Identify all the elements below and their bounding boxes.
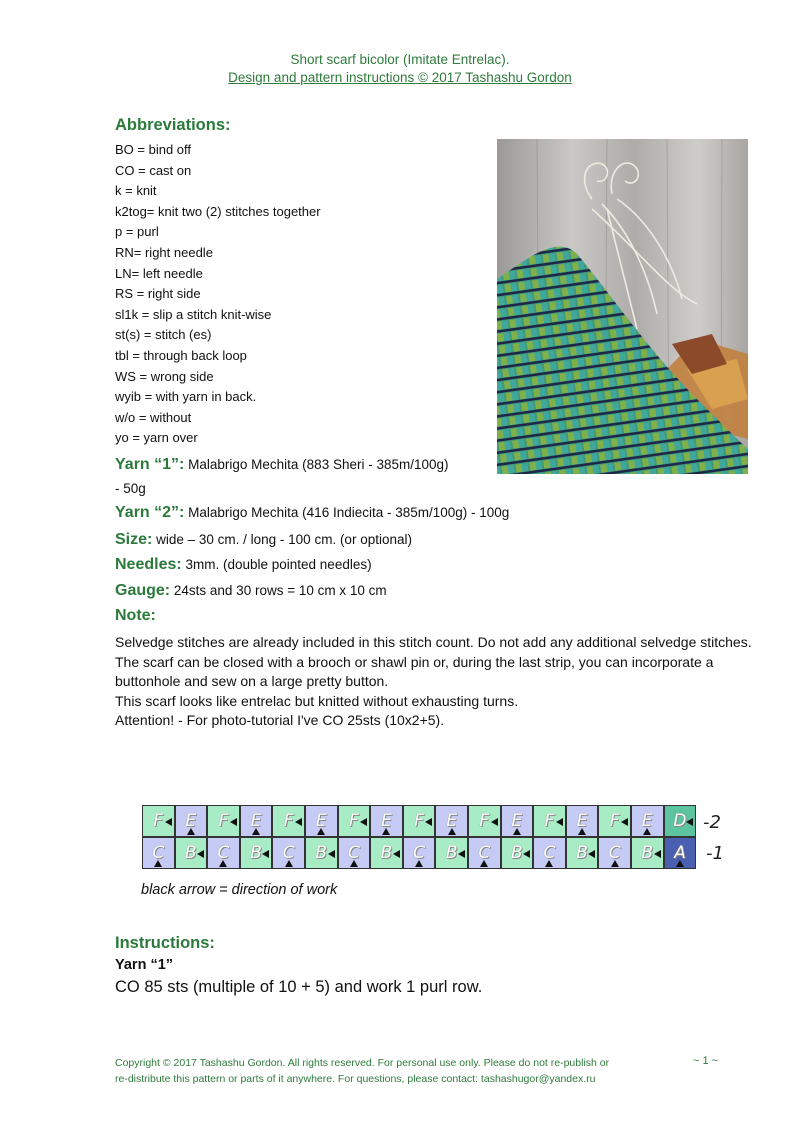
chart-cell xyxy=(338,805,371,837)
chart-cell xyxy=(142,837,175,869)
chart-cell-letter: C xyxy=(347,843,360,863)
chart-cell xyxy=(142,805,175,837)
abbreviation-item: p = purl xyxy=(115,224,159,240)
arrow-up-icon xyxy=(187,828,195,835)
instructions-heading: Instructions: xyxy=(115,934,215,952)
note-heading: Note: xyxy=(115,607,156,624)
needles-spec xyxy=(115,556,372,574)
chart-cell-letter: F xyxy=(544,811,555,831)
chart-cell-letter: B xyxy=(380,843,393,863)
chart-cell-letter: E xyxy=(315,811,327,831)
chart-cell-letter: C xyxy=(282,843,295,863)
chart-cell-letter: E xyxy=(641,811,653,831)
footer-copyright xyxy=(115,1055,655,1087)
document-title: Short scarf bicolor (Imitate Entrelac). xyxy=(290,52,510,67)
arrow-left-icon xyxy=(197,850,204,858)
chart-cell-letter: F xyxy=(414,811,424,831)
arrow-up-icon xyxy=(513,828,521,835)
note-paragraph: The scarf can be closed with a brooch or shawl pin or, during the last strip, you can incorporate a buttonhole and sew on a large pretty button. xyxy=(115,653,714,690)
chart-cell xyxy=(501,837,534,869)
chart-cell-letter: C xyxy=(608,843,621,863)
arrow-left-icon xyxy=(328,850,335,858)
abbreviation-item: w/o = without xyxy=(115,409,192,425)
chart-cell-letter: F xyxy=(218,811,229,831)
row-label: -1 xyxy=(706,843,724,864)
chart-cell xyxy=(403,805,436,837)
chart-cell-letter: C xyxy=(152,843,165,863)
chart-cell-letter: B xyxy=(185,843,197,863)
document-subtitle: Design and pattern instructions © 2017 Tashashu Gordon xyxy=(228,70,572,85)
chart-cell xyxy=(631,837,664,869)
abbreviation-item: st(s) = stitch (es) xyxy=(115,327,212,343)
chart-cell-letter: C xyxy=(217,843,230,863)
arrow-up-icon xyxy=(578,828,586,835)
arrow-up-icon xyxy=(350,860,358,867)
chart-cell-letter: F xyxy=(283,811,294,831)
note-paragraph: Attention! - For photo-tutorial I've CO 25sts (10x2+5). xyxy=(115,712,445,729)
arrow-left-icon xyxy=(165,818,172,826)
needles-label: Needles: xyxy=(115,556,182,573)
chart-cell xyxy=(501,805,534,837)
chart-cell-letter: B xyxy=(641,843,654,863)
chart-cell-letter: D xyxy=(673,811,687,831)
yarn-2-value: Malabrigo Mechita (416 Indiecita - 385m/100g) - 100g xyxy=(188,505,510,520)
footer-line: re-distribute this pattern or parts of it anywhere. For questions, please contact: tashashugor@yandex.ru xyxy=(115,1073,596,1085)
arrow-up-icon xyxy=(317,828,325,835)
chart-cell-letter: C xyxy=(413,843,426,863)
arrow-left-icon xyxy=(588,850,595,858)
instructions-step: CO 85 sts (multiple of 10 + 5) and work 1 purl row. xyxy=(115,978,483,996)
arrow-up-icon xyxy=(611,860,619,867)
arrow-left-icon xyxy=(621,818,628,826)
arrow-left-icon xyxy=(491,818,498,826)
arrow-left-icon xyxy=(295,818,302,826)
arrow-left-icon xyxy=(393,850,400,858)
abbreviation-item: CO = cast on xyxy=(115,162,192,178)
needles-value: 3mm. (double pointed needles) xyxy=(185,557,372,572)
chart-cell xyxy=(305,837,338,869)
gauge-spec xyxy=(115,582,387,600)
yarn-2-spec xyxy=(115,504,509,522)
chart-cell xyxy=(175,805,208,837)
yarn-1-spec xyxy=(115,456,449,474)
chart-cell xyxy=(272,837,305,869)
arrow-up-icon xyxy=(382,828,390,835)
abbreviation-item: sl1k = slip a stitch knit-wise xyxy=(115,306,272,322)
page-number: ~ 1 ~ xyxy=(693,1055,719,1067)
gauge-label: Gauge: xyxy=(115,582,171,599)
chart-cell xyxy=(175,837,208,869)
abbreviation-item: LN= left needle xyxy=(115,265,203,281)
abbreviation-item: k = knit xyxy=(115,183,157,199)
note-paragraph: Selvedge stitches are already included in this stitch count. Do not add any additional selvedge stitches. xyxy=(115,634,752,650)
arrow-up-icon xyxy=(219,860,227,867)
gauge-value: 24sts and 30 rows = 10 cm x 10 cm xyxy=(173,583,387,598)
chart-cell xyxy=(370,837,403,869)
chart-cell xyxy=(598,805,631,837)
chart-cell xyxy=(435,837,468,869)
abbreviation-item: WS = wrong side xyxy=(115,368,214,384)
abbreviations-list xyxy=(115,140,321,449)
chart-cell-letter: C xyxy=(543,843,556,863)
chart-cell-letter: E xyxy=(381,811,392,831)
size-label: Size: xyxy=(115,531,153,548)
chart-cell xyxy=(566,805,599,837)
chart-cell xyxy=(240,837,273,869)
chart-cell xyxy=(435,805,468,837)
abbreviation-item: yo = yarn over xyxy=(115,430,198,446)
footer-line: Copyright © 2017 Tashashu Gordon. All rights reserved. For personal use only. Please do not re-publish or xyxy=(115,1057,610,1069)
scarf-photo-image xyxy=(497,139,748,474)
chart-caption: black arrow = direction of work xyxy=(141,882,338,898)
arrow-left-icon xyxy=(686,818,693,826)
chart-cell-letter: E xyxy=(511,811,523,831)
arrow-left-icon xyxy=(556,818,563,826)
chart-cell-letter: B xyxy=(576,843,588,863)
chart-cell xyxy=(631,805,664,837)
chart-cell-letter: B xyxy=(250,843,262,863)
chart-cell-letter: F xyxy=(349,811,359,831)
instructions-yarn-label: Yarn “1” xyxy=(115,957,174,973)
chart-cell xyxy=(664,805,697,837)
arrow-left-icon xyxy=(360,818,367,826)
chart-cell xyxy=(338,837,371,869)
chart-cell xyxy=(305,805,338,837)
chart-cell xyxy=(533,805,566,837)
chart-cell xyxy=(272,805,305,837)
chart-cell-letter: B xyxy=(315,843,328,863)
arrow-up-icon xyxy=(285,860,293,867)
yarn-1-value: Malabrigo Mechita (883 Sheri - 385m/100g) xyxy=(188,457,449,472)
arrow-up-icon xyxy=(643,828,651,835)
yarn-1-label: Yarn “1”: xyxy=(115,456,185,473)
chart-cell xyxy=(468,837,501,869)
arrow-up-icon xyxy=(448,828,456,835)
chart-cell xyxy=(370,805,403,837)
chart-cell-letter: E xyxy=(185,811,197,831)
chart-cell xyxy=(598,837,631,869)
abbreviation-item: wyib = with yarn in back. xyxy=(115,389,257,405)
arrow-up-icon xyxy=(154,860,162,867)
note-paragraph: This scarf looks like entrelac but knitted without exhausting turns. xyxy=(115,692,519,709)
arrow-left-icon xyxy=(654,850,661,858)
abbreviation-item: BO = bind off xyxy=(115,142,192,157)
abbreviations-heading: Abbreviations: xyxy=(115,116,231,134)
chart-cell-letter: F xyxy=(479,811,490,831)
arrow-up-icon xyxy=(676,860,684,867)
chart-cell-letter: E xyxy=(576,811,588,831)
chart-cell xyxy=(207,837,240,869)
chart-cell-letter: E xyxy=(446,811,458,831)
chart-cell-letter: E xyxy=(250,811,262,831)
chart-cell-letter: F xyxy=(609,811,620,831)
arrow-left-icon xyxy=(230,818,237,826)
chart-cell xyxy=(403,837,436,869)
size-spec xyxy=(115,531,412,549)
chart-cell-letter: F xyxy=(153,811,164,831)
arrow-up-icon xyxy=(480,860,488,867)
arrow-left-icon xyxy=(458,850,465,858)
note-body xyxy=(115,633,755,731)
chart-cell xyxy=(533,837,566,869)
arrow-left-icon xyxy=(262,850,269,858)
arrow-up-icon xyxy=(415,860,423,867)
arrow-up-icon xyxy=(252,828,260,835)
chart-cell xyxy=(566,837,599,869)
chart-cell xyxy=(207,805,240,837)
chart-cell-letter: B xyxy=(511,843,523,863)
row-label: -2 xyxy=(703,812,721,833)
chart-cell xyxy=(468,805,501,837)
chart-cell-letter: A xyxy=(674,843,686,863)
yarn-2-label: Yarn “2”: xyxy=(115,504,185,521)
abbreviation-item: k2tog= knit two (2) stitches together xyxy=(115,203,321,219)
scarf-photo xyxy=(497,139,748,474)
abbreviation-item: tbl = through back loop xyxy=(115,347,247,363)
chart-cell-letter: B xyxy=(445,843,458,863)
abbreviation-item: RS = right side xyxy=(115,286,201,302)
arrow-left-icon xyxy=(425,818,432,826)
abbreviation-item: RN= right needle xyxy=(115,244,213,260)
size-value: wide – 30 cm. / long - 100 cm. (or optional) xyxy=(156,532,412,547)
chart-cell-letter: C xyxy=(478,843,491,863)
yarn-1-continuation: - 50g xyxy=(115,481,146,496)
arrow-up-icon xyxy=(545,860,553,867)
chart-cell xyxy=(240,805,273,837)
chart-cell xyxy=(664,837,697,869)
arrow-left-icon xyxy=(523,850,530,858)
